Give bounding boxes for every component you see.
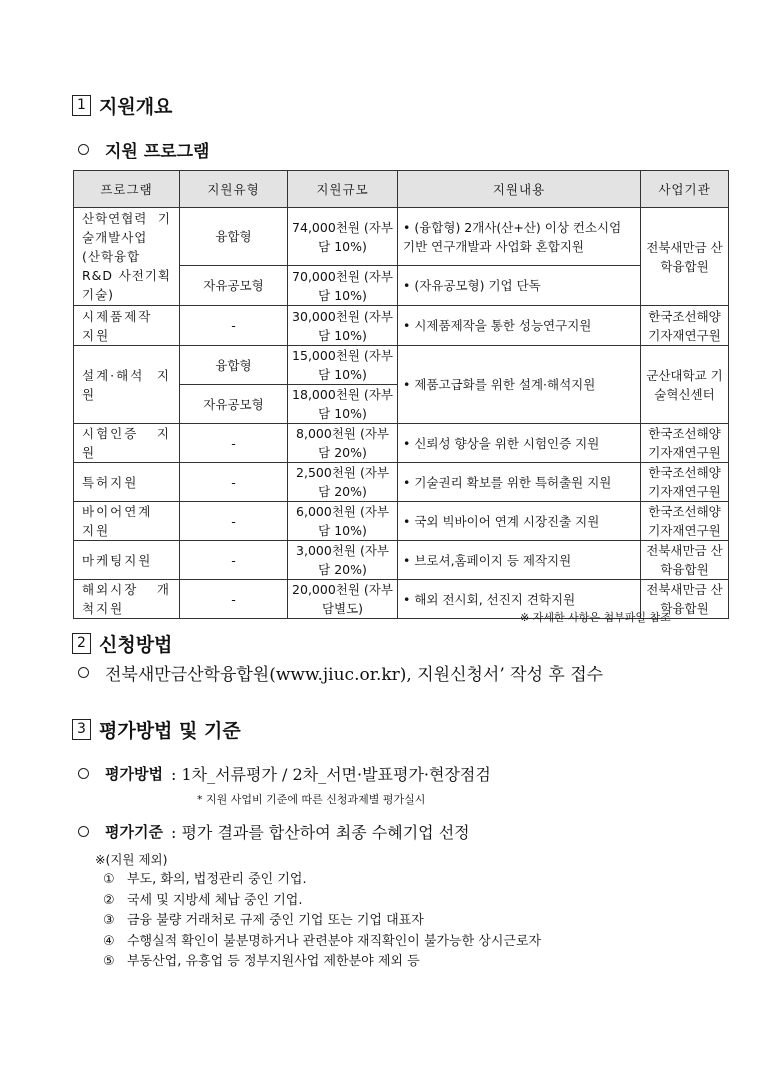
organization: 전북새만금 산학융합원 [641,541,729,580]
support-scale: 8,000천원 (자부담 20%) [288,424,398,463]
support-type: - [180,424,288,463]
support-scale: 15,000천원 (자부담 10%) [288,346,398,385]
header-cell: 사업기관 [641,171,729,208]
eval-criteria-line [78,820,470,843]
support-type: 융합형 [180,208,288,266]
support-content: • 국외 빅바이어 연계 시장진출 지원 [398,502,641,541]
program-name: 특허지원 [74,463,180,502]
section-2-title: 2 신청방법 [72,630,172,657]
support-scale: 3,000천원 (자부담 20%) [288,541,398,580]
table-row [74,541,729,580]
list-item: ① 부도, 화의, 법정관리 중인 기업. [103,872,307,887]
exclusion-heading: ※(지원 제외) [95,852,168,867]
eval-method-note: * 지원 사업비 기준에 따른 신청과제별 평가실시 [197,793,426,806]
support-type: - [180,306,288,346]
support-scale: 70,000천원 (자부담 10%) [288,266,398,306]
support-scale: 30,000천원 (자부담 10%) [288,306,398,346]
organization: 한국조선해양 기자재연구원 [641,424,729,463]
program-name: 시제품제작 지원 [74,306,180,346]
organization: 한국조선해양 기자재연구원 [641,502,729,541]
table-row [74,463,729,502]
eval-method-text: : 1차_서류평가 / 2차_서면·발표평가·현장점검 [170,765,491,784]
table-row [74,346,729,385]
section-1-title: 1 지원개요 [72,92,172,119]
support-content: • 해외 전시회, 선진지 견학지원 [398,580,641,619]
support-content: • 시제품제작을 통한 성능연구지원 [398,306,641,346]
support-content: • (자유공모형) 기업 단독 [398,266,641,306]
support-content: • 제품고급화를 위한 설계·해석지원 [398,346,641,424]
exclusion-list [103,870,541,973]
support-type: 자유공모형 [180,385,288,424]
circle-bullet-icon [78,144,89,155]
support-content: • 기술권리 확보를 위한 특허출원 지원 [398,463,641,502]
header-cell: 지원규모 [288,171,398,208]
program-name: 설계·해석 지원 [74,346,180,424]
organization: 전북새만금 산학융합원 [641,580,729,619]
program-table [73,170,729,619]
organization: 군산대학교 기술혁신센터 [641,346,729,424]
table-row [74,502,729,541]
section-number-box: 1 [72,95,91,116]
support-type: - [180,502,288,541]
support-scale: 6,000천원 (자부담 10%) [288,502,398,541]
circle-bullet-icon [78,768,89,779]
section-number-box: 2 [72,633,91,654]
header-cell: 프로그램 [74,171,180,208]
organization: 한국조선해양 기자재연구원 [641,306,729,346]
support-type: 융합형 [180,346,288,385]
program-name: 시험인증 지원 [74,424,180,463]
table-row [74,424,729,463]
support-type: - [180,580,288,619]
eval-method-line [78,762,491,785]
table-header-row [74,171,729,208]
organization: 한국조선해양 기자재연구원 [641,463,729,502]
apply-method-line: 전북새만금산학융합원(www.jiuc.or.kr), 지원신청서’ 작성 후 접수 [78,660,603,685]
support-content: • (융합형) 2개사(산+산) 이상 컨소시엄 기반 연구개발과 사업화 혼합지원 [398,208,641,266]
table-note: ※ 자세한 사항은 첨부파일 참조 [520,611,671,624]
program-heading: 지원 프로그램 [78,137,209,162]
support-content: • 신뢰성 향상을 위한 시험인증 지원 [398,424,641,463]
circle-bullet-icon [78,826,89,837]
section-3-title: 3 평가방법 및 기준 [72,716,241,743]
list-item: ⑤ 부동산업, 유흥업 등 정부지원사업 제한분야 제외 등 [103,954,420,969]
eval-criteria-label: 평가기준 [105,823,163,841]
list-item: ② 국세 및 지방세 체납 중인 기업. [103,892,303,908]
eval-method-label: 평가방법 [105,765,163,783]
program-name: 바이어연계 지원 [74,502,180,541]
support-scale: 2,500천원 (자부담 20%) [288,463,398,502]
list-item: ④ 수행실적 확인이 불분명하거나 관련분야 재직확인이 불가능한 상시근로자 [103,933,542,949]
support-content: • 브로셔,홈페이지 등 제작지원 [398,541,641,580]
support-type: - [180,541,288,580]
eval-criteria-text: : 평가 결과를 합산하여 최종 수혜기업 선정 [170,823,470,842]
list-item: ③ 금융 불량 거래처로 규제 중인 기업 또는 기업 대표자 [103,913,424,928]
support-scale: 20,000천원 (자부담별도) [288,580,398,619]
table-row [74,208,729,266]
program-name: 마케팅지원 [74,541,180,580]
program-name: 해외시장 개척지원 [74,580,180,619]
table-row [74,306,729,346]
header-cell: 지원유형 [180,171,288,208]
support-type: 자유공모형 [180,266,288,306]
section-number-box: 3 [72,719,91,740]
support-scale: 18,000천원 (자부담 10%) [288,385,398,424]
organization: 전북새만금 산학융합원 [641,208,729,306]
circle-bullet-icon [78,667,89,678]
support-scale: 74,000천원 (자부담 10%) [288,208,398,266]
support-type: - [180,463,288,502]
header-cell: 지원내용 [398,171,641,208]
program-name: 산학연협력 기술개발사업 (산학융합R&D 사전기획기술) [74,208,180,306]
